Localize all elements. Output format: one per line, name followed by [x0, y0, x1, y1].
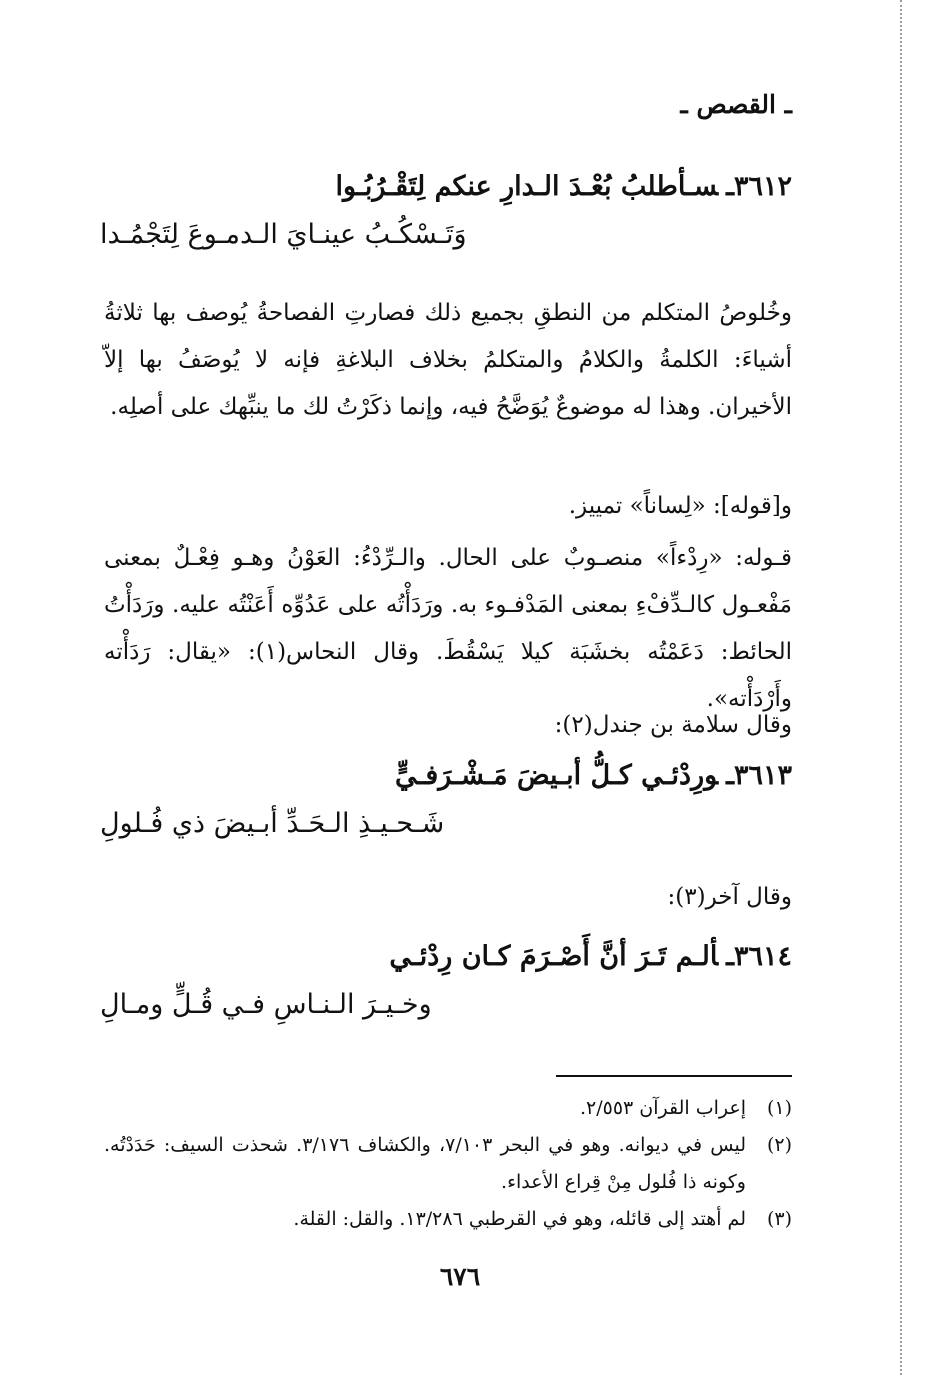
- footnote-text: إعراب القرآن ٢/٥٥٣.: [579, 1097, 746, 1119]
- footnote-number: (٣): [766, 1208, 792, 1230]
- paragraph-rid-an: قـوله: «رِدْءاً» منصـوبٌ على الحال. والـرِّدْءُ: العَوْنُ وهـو فِعْـلٌ بمعنى مَفْعـول كالـدِّفْءِ بمعنى المَدْفـوء به. ورَدَأْتُه على عَدُوِّه أَعَنْتُه عليه. ورَدَأْتُ الحائط: دَعَمْتُه بخشَبَة كيلا يَسْقُطَ. وقال النحاس(١): «يقال: رَدَأْته وأَرْدَأْته».: [104, 545, 792, 712]
- footnote-number: (١): [766, 1097, 792, 1119]
- verse-first-hemistich: ورِدْئـي كـلُّ أبـيضَ مَـشْـرَفـيٍّ: [394, 760, 719, 791]
- verse-second-hemistich: وَتَـسْكُـبُ عينـايَ الـدمـوعَ لِتَجْمُـدا: [100, 219, 467, 250]
- verse-intro-salama: وقال سلامة بن جندل(٢):: [554, 712, 792, 738]
- page-number: ٦٧٦: [439, 1262, 481, 1291]
- footnote-1: [104, 1090, 792, 1127]
- footnote-separator: [556, 1075, 792, 1077]
- footnote-text: لم أهتد إلى قائله، وهو في القرطبي ١٣/٢٨٦. والقل: القلة.: [293, 1208, 746, 1230]
- footnotes: [104, 1090, 792, 1238]
- verse-first-hemistich: ألـم تَـرَ أنَّ أَصْـرَمَ كـان رِدْئـي: [389, 941, 719, 972]
- footnote-2: [104, 1127, 792, 1201]
- footnote-number: (٢): [766, 1134, 792, 1156]
- verse-3612: [100, 163, 792, 259]
- verse-number: ٣٦١٤ـ: [726, 941, 792, 972]
- verse-3613: [100, 752, 792, 848]
- paragraph-eloquence: وخُلوصُ المتكلم من النطقِ بجميع ذلك فصارتِ الفصاحةُ يُوصف بها ثلاثةُ أشياءَ: الكلمةُ والكلامُ والمتكلمُ بخلاف البلاغةِ فإنه لا يُوصَفُ بها إلاّ الأخيران. وهذا له موضوعٌ يُوَضَّحُ فيه، وإنما ذكَرْتُ لك ما ينبِّهك على أصلِه.: [104, 300, 792, 420]
- verse-second-hemistich: وخـيـرَ الـنـاسِ فـي قُـلٍّ ومـالِ: [100, 989, 432, 1020]
- footnote-3: [104, 1201, 792, 1238]
- verse-intro-another: وقال آخر(٣):: [667, 884, 792, 910]
- verse-number: ٣٦١٢ـ: [726, 171, 792, 202]
- verse-second-hemistich: شَـحـيـذِ الـحَـدِّ أبـيضَ ذي فُـلولِ: [100, 808, 445, 839]
- verse-3614: [100, 933, 792, 1029]
- footnote-text: ليس في ديوانه. وهو في البحر ٧/١٠٣، والكشاف ٣/١٧٦. شحذت السيف: حَدَدْتُه. وكونه ذا فُلول مِنْ قِراع الأعداء.: [104, 1134, 746, 1193]
- verse-first-hemistich: سـأطلبُ بُعْـدَ الـدارِ عنكم لِتَقْـرُبُـوا: [335, 171, 719, 202]
- verse-number: ٣٦١٣ـ: [726, 760, 792, 791]
- page-edge-dotted-line: [900, 0, 902, 1375]
- paragraph-lisanan: و[قوله]: «لِساناً» تمييز.: [568, 493, 792, 519]
- running-head: ـ القصص ـ: [680, 90, 792, 119]
